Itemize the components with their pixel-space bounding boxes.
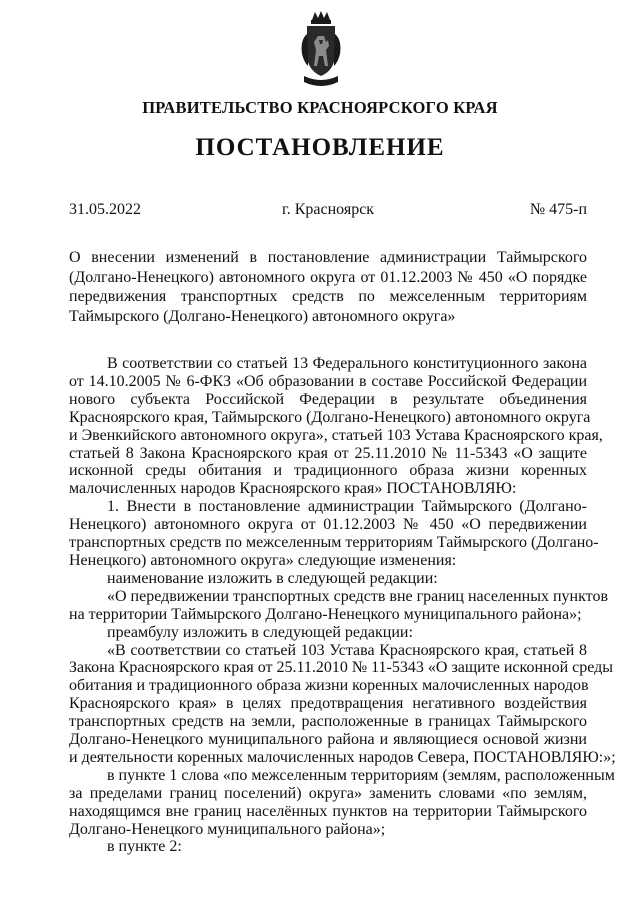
body-line: транспортных средств на земли, расположенные в границах Таймырского [69, 713, 587, 731]
document-type-title: ПОСТАНОВЛЕНИЕ [195, 134, 445, 161]
body-line: в пункте 1 слова «по межселенным территориям (землям, расположенным [107, 766, 615, 784]
body-line: от 14.10.2005 № 6-ФКЗ «Об образовании в составе Российской Федерации [69, 372, 587, 390]
body-line: 1. Внести в постановление администрации Таймырского (Долгано- [107, 498, 587, 516]
document-subject [69, 248, 587, 326]
body-line: преамбулу изложить в следующей редакции: [107, 623, 413, 641]
body-line: «О передвижении транспортных средств вне границ населенных пунктов [107, 587, 609, 605]
body-line: находящимся вне границ населённых пунктов на территории Таймырского [69, 802, 587, 820]
body-line: Долгано-Ненецкого муниципального района и являющиеся основой жизни [69, 731, 587, 749]
subject-line: (Долгано-Ненецкого) автономного округа от 01.12.2003 № 450 «О порядке [69, 268, 587, 286]
subject-line: О внесении изменений в постановление администрации Таймырского [69, 249, 587, 266]
body-line: Ненецкого) автономного округа от 01.12.2003 № 450 «О передвижении [69, 516, 587, 534]
body-line: исконной среды обитания и традиционного образа жизни коренных [69, 462, 587, 480]
subject-line: передвижения транспортных средств по межселенным территориям [69, 288, 587, 305]
body-line: Долгано-Ненецкого муниципального района»; [69, 820, 386, 838]
document-date: 31.05.2022 [69, 201, 141, 218]
body-line: Красноярского края, Таймырского (Долгано-Ненецкого) автономного округа [69, 408, 591, 426]
body-line: нового субъекта Российской Федерации в результате объединения [69, 390, 587, 408]
body-line: наименование изложить в следующей редакции: [107, 569, 438, 587]
document-body [69, 355, 616, 856]
body-line: статьей 8 Закона Красноярского края от 25.11.2010 № 11-5343 «О защите [69, 444, 587, 462]
body-line: В соответствии со статьей 13 Федерального конституционного закона [107, 355, 587, 372]
body-line: и деятельности коренных малочисленных народов Севера, ПОСТАНОВЛЯЮ:»; [69, 748, 616, 766]
body-line: транспортных средств по межселенным территориям Таймырского (Долгано- [69, 534, 599, 552]
body-line: на территории Таймырского Долгано-Ненецкого муниципального района»; [69, 605, 582, 623]
body-line: за пределами границ поселений) округа» заменить словами «по землям, [69, 784, 587, 802]
krasnoyarsk-coat-of-arms-icon [298, 10, 344, 90]
document-city: г. Красноярск [281, 201, 375, 218]
body-line: и Эвенкийского автономного округа», статьей 103 Устава Красноярского края, [69, 426, 603, 444]
subject-line: Таймырского (Долгано-Ненецкого) автономного округа» [69, 307, 456, 325]
body-line: Красноярского края» в целях предотвращения негативного воздействия [69, 695, 587, 713]
government-name: ПРАВИТЕЛЬСТВО КРАСНОЯРСКОГО КРАЯ [142, 98, 498, 117]
body-line: Ненецкого) автономного округа» следующие изменения: [69, 551, 457, 569]
body-line: Закона Красноярского края от 25.11.2010 № 11-5343 «О защите исконной среды [69, 659, 614, 677]
body-line: малочисленных народов Красноярского края» ПОСТАНОВЛЯЮ: [69, 480, 517, 498]
document-number: № 475-п [529, 201, 587, 218]
body-line: в пункте 2: [107, 838, 182, 856]
body-line: «В соответствии со статьей 103 Устава Красноярского края, статьей 8 [107, 641, 587, 659]
body-line: обитания и традиционного образа жизни коренных малочисленных народов [69, 677, 589, 695]
